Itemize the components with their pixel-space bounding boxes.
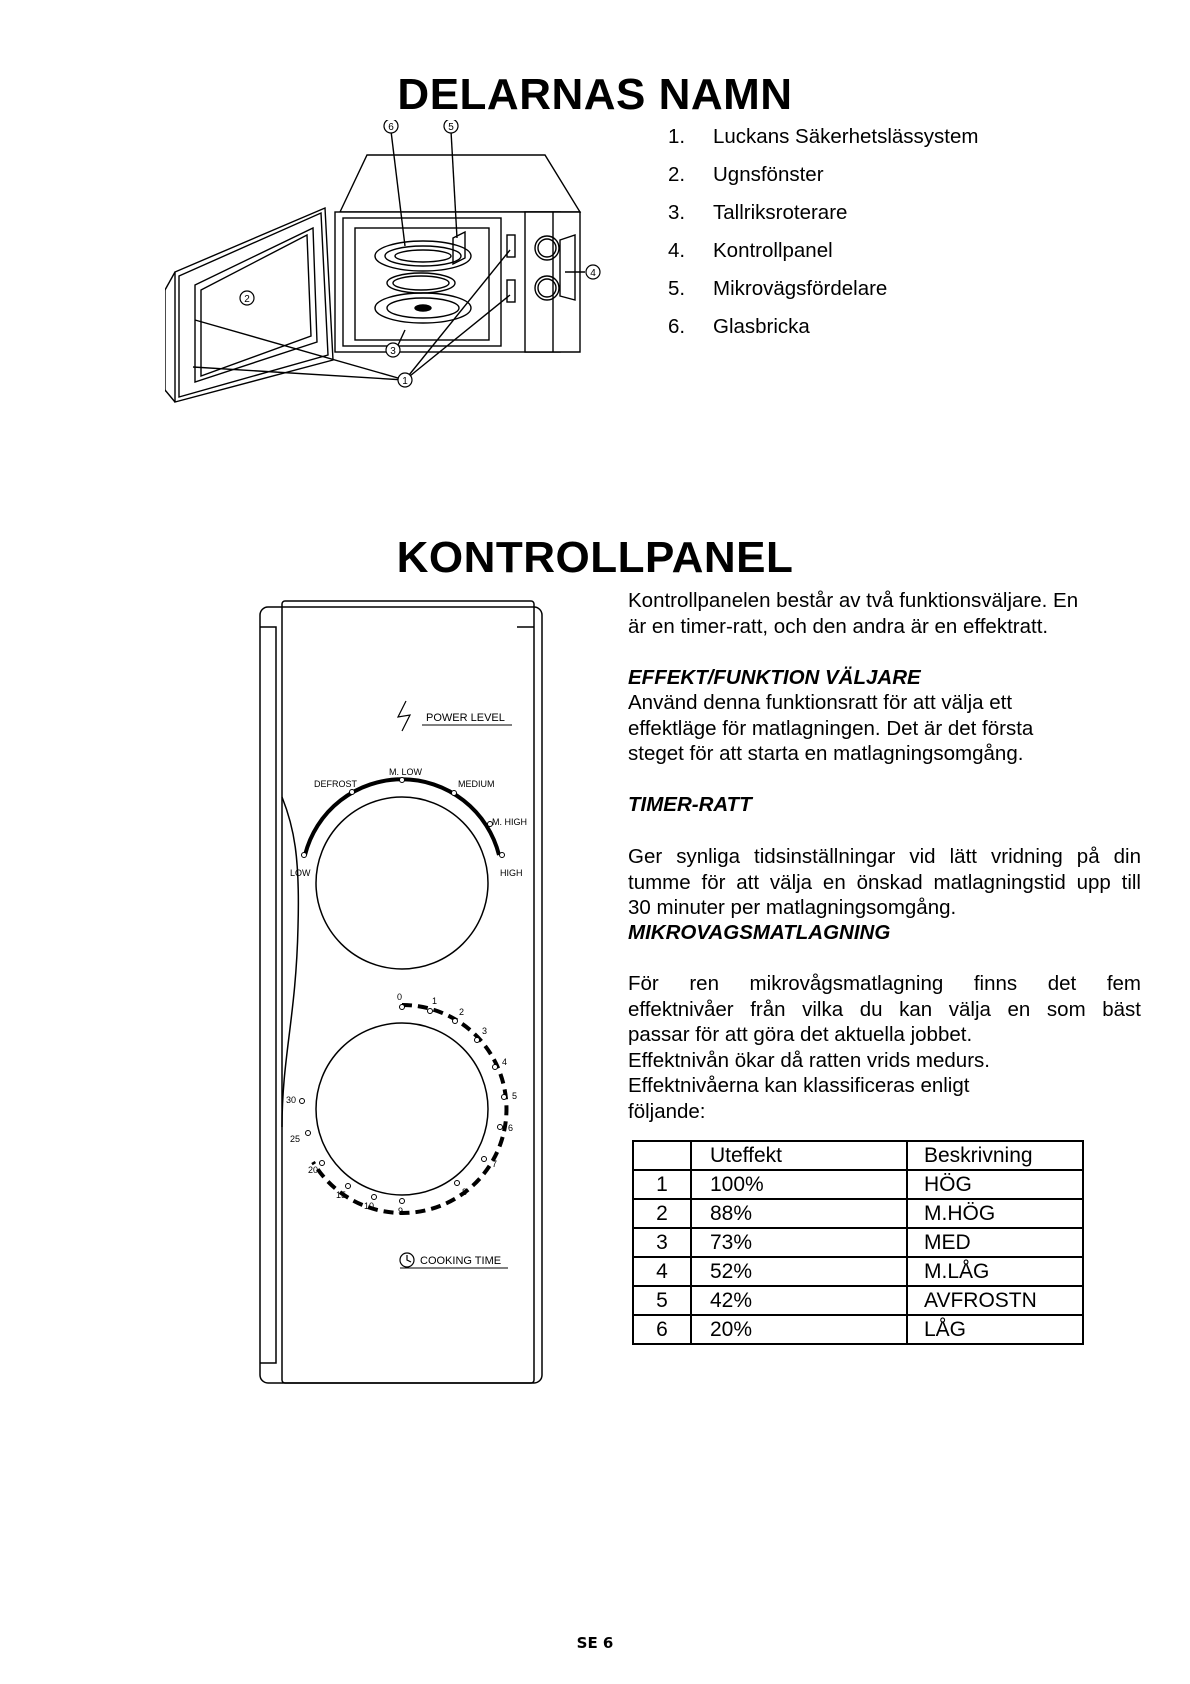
timer-label-3: 3	[482, 1026, 488, 1036]
timer-label-25: 25	[290, 1134, 301, 1144]
callout-2: 2	[244, 294, 250, 305]
power-level-label: POWER LEVEL	[426, 712, 505, 724]
callout-5: 5	[448, 122, 454, 133]
power-label-medium: MEDIUM	[458, 779, 495, 789]
timer-label-5: 5	[512, 1091, 518, 1101]
timer-label-30: 30	[286, 1095, 297, 1105]
timer-label-6: 6	[508, 1123, 514, 1133]
timer-label-4: 4	[502, 1057, 508, 1067]
intro-paragraph: Kontrollpanelen består av två funktionsväljare. En är en timer-ratt, och den andra är en effektratt.	[628, 589, 1079, 638]
timer-label-15: 15	[336, 1190, 347, 1200]
mikro-paragraph: För ren mikrovågsmatlagning finns det fem effektnivåer från vilka du kan välja en som bäst passar för att göra det aktuella jobbet. Effektnivån ökar då ratten vrids medurs. Effektnivåerna kan klassificeras enligt följande:	[628, 972, 1141, 1123]
callout-6: 6	[388, 122, 394, 133]
power-level-table	[632, 1140, 1084, 1345]
table-row: 4 52% M.LÅG	[633, 1257, 1083, 1286]
microwave-diagram	[165, 120, 635, 440]
mikro-heading: MIKROVAGSMATLAGNING	[628, 921, 891, 944]
effekt-paragraph: Använd denna funktionsratt för att välja ett effektläge för matlagningen. Det är det första steget för att starta en matlagningsomgång.	[628, 691, 1034, 765]
timer-label-8: 8	[462, 1187, 468, 1197]
part-item: 1. Luckans Säkerhetslässystem	[668, 125, 979, 148]
clock-icon	[400, 1253, 414, 1267]
timer-label-20: 20	[308, 1165, 319, 1175]
power-label-high: HIGH	[500, 868, 523, 878]
power-label-mhigh: M. HIGH	[492, 817, 527, 827]
part-item: 3. Tallriksroterare	[668, 201, 848, 224]
callout-4: 4	[590, 268, 596, 279]
callout-3: 3	[390, 346, 396, 357]
power-label-mlow: M. LOW	[389, 767, 422, 777]
timer-heading: TIMER-RATT	[628, 793, 752, 816]
part-item: 4. Kontrollpanel	[668, 239, 833, 262]
timer-label-2: 2	[459, 1007, 465, 1017]
page-number: SE 6	[576, 1634, 614, 1652]
table-header-row: Uteffekt Beskrivning	[633, 1141, 1083, 1170]
control-panel-diagram	[252, 597, 552, 1387]
effekt-heading: EFFEKT/FUNKTION VÄLJARE	[628, 666, 921, 689]
table-row: 3 73% MED	[633, 1228, 1083, 1257]
table-row: 5 42% AVFROSTN	[633, 1286, 1083, 1315]
power-label-low: LOW	[290, 868, 311, 878]
section-title-parts: DELARNAS NAMN	[397, 70, 793, 119]
timer-knob[interactable]	[316, 1023, 488, 1195]
timer-label-10: 10	[364, 1201, 375, 1211]
part-item: 2. Ugnsfönster	[668, 163, 824, 186]
parts-list	[668, 124, 978, 352]
power-knob[interactable]	[316, 797, 488, 969]
timer-paragraph: Ger synliga tidsinställningar vid lätt vridning på din tumme för att välja en önskad matlagningstid upp till 30 minuter per matlagningsomgång.	[628, 845, 1141, 919]
part-item: 6. Glasbricka	[668, 315, 810, 338]
table-row: 2 88% M.HÖG	[633, 1199, 1083, 1228]
power-label-defrost: DEFROST	[314, 779, 358, 789]
timer-label-9: 9	[398, 1206, 404, 1216]
table-row: 1 100% HÖG	[633, 1170, 1083, 1199]
timer-label-7: 7	[492, 1159, 498, 1169]
section-title-control-panel: KONTROLLPANEL	[396, 533, 794, 582]
timer-label-0: 0	[397, 992, 403, 1002]
part-item: 5. Mikrovägsfördelare	[668, 277, 888, 300]
timer-label-1: 1	[432, 996, 438, 1006]
cooking-time-label: COOKING TIME	[420, 1255, 502, 1267]
callout-1: 1	[402, 376, 408, 387]
lightning-icon	[398, 701, 410, 731]
table-row: 6 20% LÅG	[633, 1315, 1083, 1344]
